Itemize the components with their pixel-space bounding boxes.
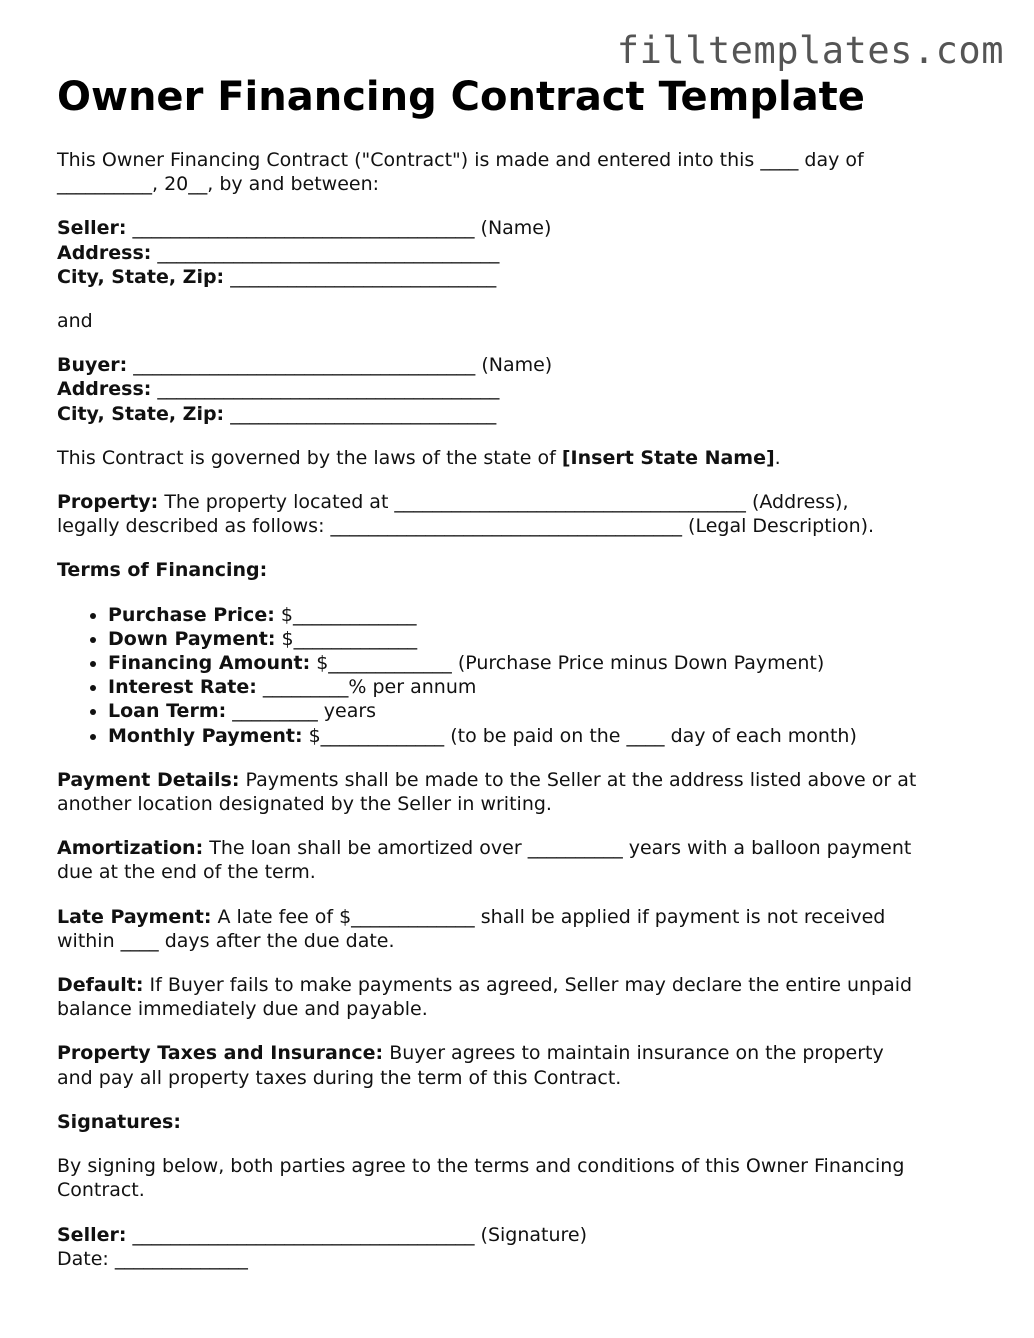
- seller-address-row: [57, 241, 987, 265]
- agreement-line-1: By signing below, both parties agree to the terms and conditions of this Owner Financing: [57, 1155, 905, 1178]
- term-value: $_____________: [274, 603, 417, 626]
- list-item: [108, 603, 987, 627]
- seller-name-row: [57, 216, 987, 240]
- governing-law-text: This Contract is governed by the laws of the state of: [57, 446, 562, 469]
- list-item: [108, 699, 987, 723]
- buyer-city-row: [57, 402, 987, 426]
- buyer-name-label: Buyer:: [57, 354, 128, 377]
- default-line-2: balance immediately due and payable.: [57, 998, 428, 1021]
- list-item: [108, 627, 987, 651]
- seller-signature-field: ____________________________________ (Signature): [126, 1223, 588, 1246]
- default-paragraph: [57, 973, 987, 1021]
- property-paragraph: [57, 490, 987, 538]
- term-value: _________ years: [226, 700, 377, 723]
- document-page: [57, 74, 987, 1291]
- property-line-1: [57, 490, 987, 514]
- default-label: Default:: [57, 974, 144, 997]
- seller-address-label: Address:: [57, 241, 152, 264]
- late-payment-text: A late fee of $_____________ shall be applied if payment is not received: [211, 905, 886, 928]
- list-item: [108, 724, 987, 748]
- buyer-name-row: [57, 353, 987, 377]
- watermark: filltemplates.com: [616, 29, 1004, 72]
- payment-details-line-2: another location designated by the Seller in writing.: [57, 793, 552, 816]
- terms-list: [57, 603, 987, 748]
- taxes-insurance-paragraph: [57, 1041, 987, 1089]
- amortization-line-2: due at the end of the term.: [57, 861, 316, 884]
- buyer-address-label: Address:: [57, 378, 152, 401]
- seller-name-field: ____________________________________ (Name): [126, 217, 552, 240]
- agreement-paragraph: [57, 1154, 987, 1202]
- buyer-name-field: ____________________________________ (Name): [127, 354, 553, 377]
- terms-heading: Terms of Financing:: [57, 559, 268, 582]
- seller-city-label: City, State, Zip:: [57, 265, 225, 288]
- seller-signature-date: Date: ______________: [57, 1247, 248, 1270]
- list-item: [108, 675, 987, 699]
- seller-signature-label: Seller:: [57, 1223, 127, 1246]
- buyer-address-field: ____________________________________: [151, 378, 500, 401]
- term-value: $_____________: [275, 627, 418, 650]
- seller-signature-row: [57, 1223, 987, 1247]
- taxes-line-2: and pay all property taxes during the term of this Contract.: [57, 1066, 622, 1089]
- seller-address-field: ____________________________________: [151, 241, 500, 264]
- payment-details-paragraph: [57, 768, 987, 816]
- property-address-field: The property located at _____________________________________ (Address),: [158, 491, 849, 514]
- term-label: Monthly Payment:: [108, 724, 303, 747]
- buyer-city-field: ____________________________: [224, 402, 497, 425]
- default-line-1: [57, 973, 987, 997]
- term-value: $_____________ (to be paid on the ____ day of each month): [302, 724, 857, 747]
- taxes-text: Buyer agrees to maintain insurance on the property: [383, 1042, 884, 1065]
- late-payment-paragraph: [57, 905, 987, 953]
- term-value: _________% per annum: [256, 676, 477, 699]
- agreement-line-2: Contract.: [57, 1179, 145, 1202]
- seller-block: [57, 216, 987, 289]
- seller-name-label: Seller:: [57, 217, 127, 240]
- payment-details-text: Payments shall be made to the Seller at the address listed above or at: [239, 768, 917, 791]
- property-line-2: legally described as follows: _____________________________________ (Legal Description).: [57, 515, 875, 538]
- seller-city-row: [57, 265, 987, 289]
- term-value: $_____________ (Purchase Price minus Down Payment): [310, 652, 825, 675]
- list-item: [108, 651, 987, 675]
- late-payment-line-1: [57, 905, 987, 929]
- late-payment-line-2: within ____ days after the due date.: [57, 929, 395, 952]
- intro-paragraph: [57, 148, 987, 196]
- governing-state-placeholder: [Insert State Name]: [561, 446, 775, 469]
- term-label: Down Payment:: [108, 627, 276, 650]
- term-label: Purchase Price:: [108, 603, 275, 626]
- taxes-line-1: [57, 1041, 987, 1065]
- intro-line-2: __________, 20__, by and between:: [57, 173, 380, 196]
- document-body: [57, 148, 987, 1271]
- late-payment-label: Late Payment:: [57, 905, 212, 928]
- seller-signature-block: [57, 1223, 987, 1271]
- term-label: Interest Rate:: [108, 676, 257, 699]
- intro-line-1: This Owner Financing Contract ("Contract") is made and entered into this ____ day of: [57, 149, 864, 171]
- term-label: Loan Term:: [108, 700, 227, 723]
- seller-city-field: ____________________________: [224, 265, 497, 288]
- and-text: and: [57, 310, 93, 333]
- default-text: If Buyer fails to make payments as agreed, Seller may declare the entire unpaid: [143, 974, 913, 997]
- governing-law-paragraph: [57, 446, 987, 470]
- buyer-city-label: City, State, Zip:: [57, 402, 225, 425]
- buyer-address-row: [57, 377, 987, 401]
- taxes-label: Property Taxes and Insurance:: [57, 1042, 384, 1065]
- term-label: Financing Amount:: [108, 652, 311, 675]
- amortization-text: The loan shall be amortized over __________ years with a balloon payment: [203, 837, 912, 860]
- amortization-label: Amortization:: [57, 837, 204, 860]
- payment-details-label: Payment Details:: [57, 768, 240, 791]
- document-title: Owner Financing Contract Template: [57, 74, 865, 120]
- signatures-heading: Signatures:: [57, 1110, 181, 1133]
- payment-details-line-1: [57, 768, 987, 792]
- governing-law-end: .: [774, 446, 781, 469]
- property-label: Property:: [57, 491, 159, 514]
- amortization-paragraph: [57, 836, 987, 884]
- buyer-block: [57, 353, 987, 426]
- amortization-line-1: [57, 836, 987, 860]
